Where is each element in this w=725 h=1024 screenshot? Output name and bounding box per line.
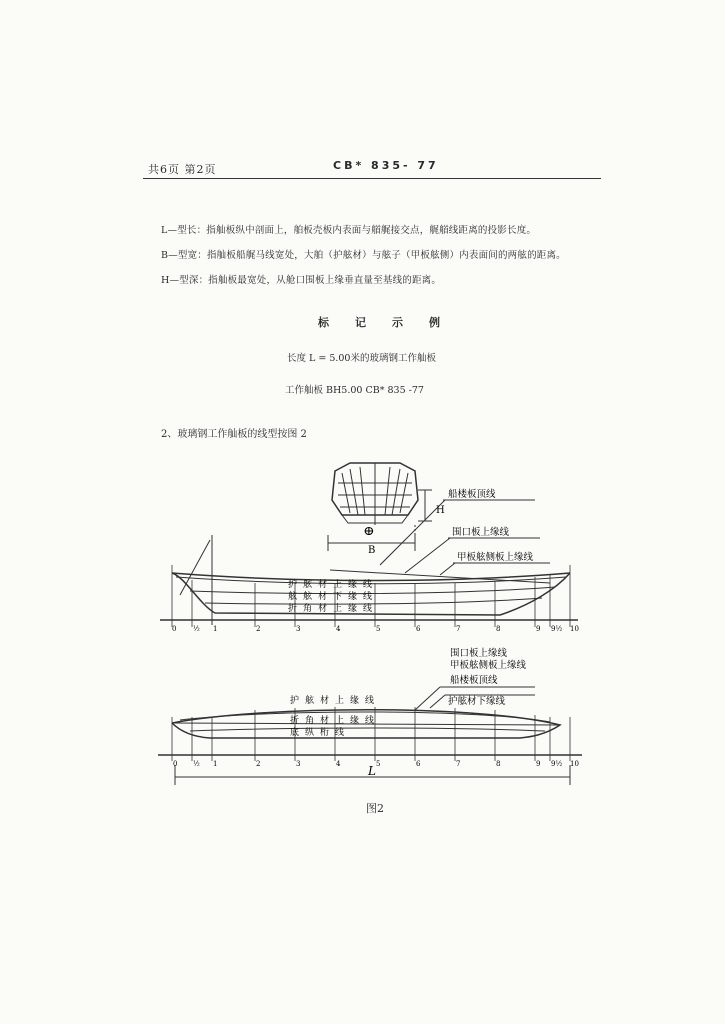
profile-station: 7: [456, 625, 461, 633]
plan-station: 0: [173, 760, 178, 768]
plan-inner-3: 底纵桁线: [290, 728, 351, 738]
profile-inner-2: 舷舷材下缘线: [288, 592, 379, 602]
plan-label-2: 甲板舷侧板上缘线: [450, 660, 527, 671]
profile-station: 1: [213, 625, 218, 633]
plan-inner-1: 护舷材上缘线: [290, 696, 381, 706]
profile-inner-1: 护舷材上缘线: [288, 580, 379, 590]
plan-station: 7: [456, 760, 461, 768]
plan-label-3: 船楼板顶线: [450, 675, 498, 686]
profile-station: 9½: [551, 625, 563, 633]
plan-inner-2: 折角材上缘线: [290, 716, 381, 726]
plan-station: ½: [193, 760, 200, 768]
plan-station: 8: [496, 760, 501, 768]
standard-code: CB* 835- 77: [333, 159, 439, 172]
plan-station: 6: [416, 760, 421, 768]
label-h: H: [436, 505, 445, 516]
profile-station: ½: [193, 625, 200, 633]
definition-breadth: B—型宽：指舢板船艉马线宽处，大舶（护舷材）与舷子（甲板舷侧）内表面间的两舷的距离。: [161, 250, 566, 261]
plan-label-4: 护舷材下缘线: [448, 696, 506, 707]
header-rule: [143, 178, 601, 179]
marking-example-description: 长度 L = 5.00米的玻璃钢工作舢板: [287, 353, 436, 364]
plan-station: 3: [296, 760, 301, 768]
label-b: B: [368, 545, 376, 556]
profile-station: 2: [256, 625, 261, 633]
plan-station: 1: [213, 760, 218, 768]
profile-inner-3: 折角材上缘线: [288, 604, 379, 614]
profile-station: 8: [496, 625, 501, 633]
label-center: ⴲ: [364, 525, 374, 538]
profile-station: 4: [336, 625, 341, 633]
item-2-text: 2、玻璃钢工作舢板的线型按图 2: [161, 429, 307, 440]
profile-label-3: 甲板舷侧板上缘线: [457, 552, 534, 563]
plan-station: 10: [570, 760, 579, 768]
profile-station: 5: [376, 625, 381, 633]
plan-station: 9: [536, 760, 541, 768]
body-section-view: [328, 463, 432, 551]
plan-station: 4: [336, 760, 341, 768]
hull-lines-figure: [150, 455, 590, 790]
profile-label-1: 船楼板顶线: [448, 489, 496, 500]
page-info: 共6页 第2页: [148, 163, 217, 176]
profile-station: 10: [570, 625, 579, 633]
definition-length: L—型长：指舢板纵中剖面上，舶板壳板内表面与艏艉接交点，艉艏线距离的投影长度。: [161, 225, 537, 236]
profile-station: 9: [536, 625, 541, 633]
plan-label-1: 围口板上缘线: [450, 648, 508, 659]
marking-example-code: 工作舢板 BH5.00 CB* 835 -77: [285, 385, 424, 396]
length-label: L: [368, 764, 376, 778]
definition-depth: H—型深：指舢板最宽处，从舱口围板上缘垂直量至基线的距离。: [161, 275, 442, 286]
profile-station: 3: [296, 625, 301, 633]
profile-station: 6: [416, 625, 421, 633]
hull-lines-drawing: [150, 455, 590, 790]
plan-station: 5: [376, 760, 381, 768]
profile-station: 0: [172, 625, 177, 633]
marking-example-title: 标记示例: [318, 316, 466, 329]
profile-label-2: 围口板上缘线: [452, 527, 510, 538]
plan-station: 2: [256, 760, 261, 768]
plan-station: 9½: [551, 760, 563, 768]
figure-caption: 图2: [366, 802, 384, 815]
